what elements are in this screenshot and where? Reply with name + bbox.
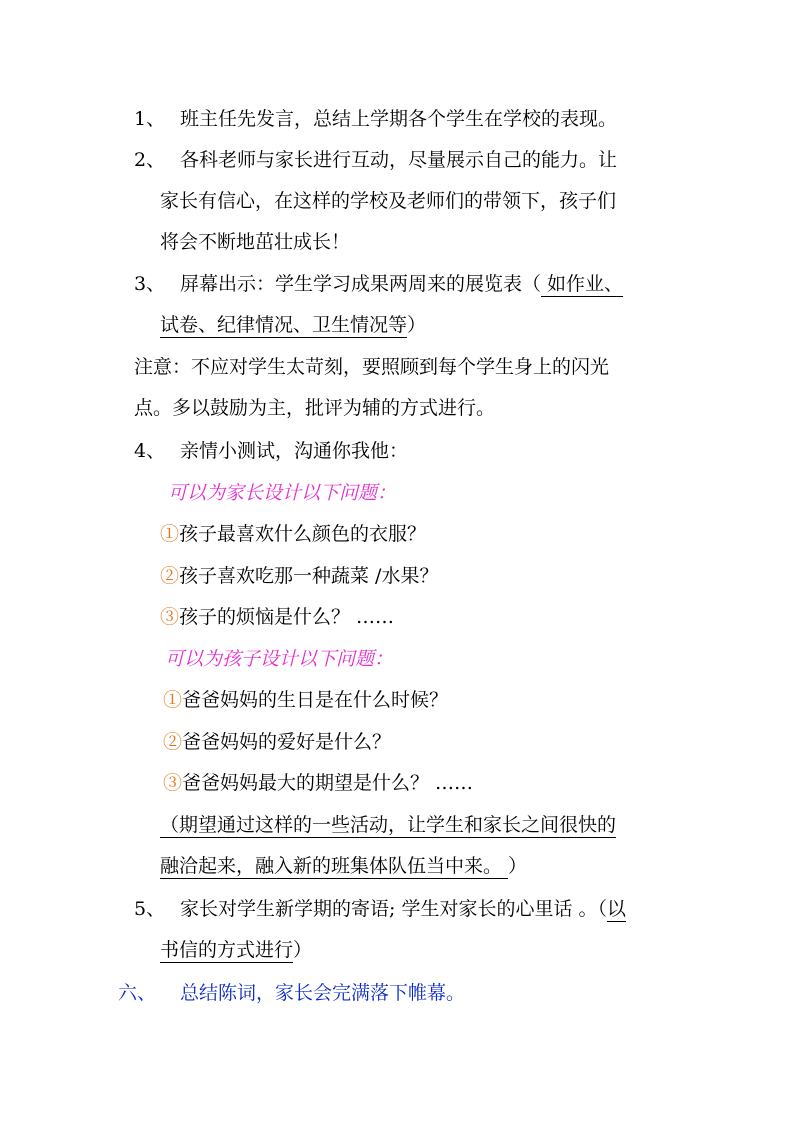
kids-question-2-text: 爸爸妈妈的爱好是什么？ <box>182 731 392 753</box>
item-5-number: 5、 <box>134 898 166 920</box>
item-4-number: 4、 <box>134 440 166 462</box>
item-5-close-paren: ） <box>293 939 313 961</box>
item-5-underlined-text-2: 书信的方式进行 <box>160 939 294 961</box>
parents-question-1-text: 孩子最喜欢什么颜色的衣服？ <box>179 523 427 545</box>
purpose-close-paren: ） <box>508 855 528 877</box>
circled-number-1: ① <box>163 689 183 711</box>
item-1-number: 1、 <box>134 108 166 130</box>
purpose-underlined-text-1: （期望通过这样的一些活动，让学生和家长之间很快的 <box>160 814 617 836</box>
item-5-underlined-text: 以 <box>606 898 626 920</box>
purpose-underlined-text-2: 融洽起来，融入新的班集体队伍当中来。 <box>160 855 509 877</box>
item-3-line-2 <box>160 313 426 337</box>
item-2-text: 各科老师与家长进行互动，尽量展示自己的能力。让 <box>180 149 618 171</box>
note-line-2: 点。多以鼓励为主，批评为辅的方式进行。 <box>134 397 496 419</box>
item-3-close-paren: ） <box>407 314 427 336</box>
circled-number-3: ③ <box>160 606 180 628</box>
parents-question-2 <box>160 564 438 588</box>
item-3-line-1 <box>134 272 623 296</box>
item-6-text: 总结陈词，家长会完满落下帷幕。 <box>180 982 466 1004</box>
item-4 <box>134 439 408 463</box>
item-2-number: 2、 <box>134 149 166 171</box>
item-3-underlined-text: 如作业、 <box>541 273 624 295</box>
item-3-underlined-text-2: 试卷、纪律情况、卫生情况等 <box>160 314 408 336</box>
item-2-line-2: 家长有信心，在这样的学校及老师们的带领下，孩子们 <box>160 190 617 212</box>
circled-number-2: ② <box>160 565 180 587</box>
parents-question-3 <box>160 605 394 629</box>
item-1 <box>134 107 617 131</box>
kids-question-2 <box>163 730 391 754</box>
kids-question-1 <box>163 688 448 712</box>
circled-number-2: ② <box>163 731 183 753</box>
item-1-text: 班主任先发言，总结上学期各个学生在学校的表现。 <box>180 108 618 130</box>
circled-number-3: ③ <box>163 772 183 794</box>
kids-questions-heading: 可以为孩子设计以下问题： <box>165 648 394 670</box>
item-5-line-2 <box>160 938 312 962</box>
parents-questions-heading: 可以为家长设计以下问题： <box>168 482 397 504</box>
kids-question-3-text: 爸爸妈妈最大的期望是什么？ …… <box>182 772 474 794</box>
purpose-line-2 <box>160 854 527 878</box>
item-5-line-1 <box>134 897 626 921</box>
item-6 <box>118 981 465 1005</box>
item-2-line-3: 将会不断地茁壮成长！ <box>160 231 351 253</box>
parents-question-1 <box>160 522 426 546</box>
note-line-1: 注意：不应对学生太苛刻，要照顾到每个学生身上的闪光 <box>134 356 610 378</box>
purpose-line-1 <box>160 813 616 837</box>
item-3-number: 3、 <box>134 273 166 295</box>
item-3-text: 屏幕出示：学生学习成果两周来的展览表（ <box>180 273 542 295</box>
parents-question-2-text: 孩子喜欢吃那一种蔬菜 /水果？ <box>179 565 439 587</box>
item-4-text: 亲情小测试，沟通你我他： <box>180 440 409 462</box>
item-6-number: 六、 <box>118 982 157 1004</box>
item-5-text: 家长对学生新学期的寄语; 学生对家长的心里话 。（ <box>180 898 607 920</box>
kids-question-1-text: 爸爸妈妈的生日是在什么时候？ <box>182 689 449 711</box>
parents-question-3-text: 孩子的烦恼是什么？ …… <box>179 606 395 628</box>
item-2-line-1 <box>134 148 617 172</box>
kids-question-3 <box>163 771 473 795</box>
circled-number-1: ① <box>160 523 180 545</box>
